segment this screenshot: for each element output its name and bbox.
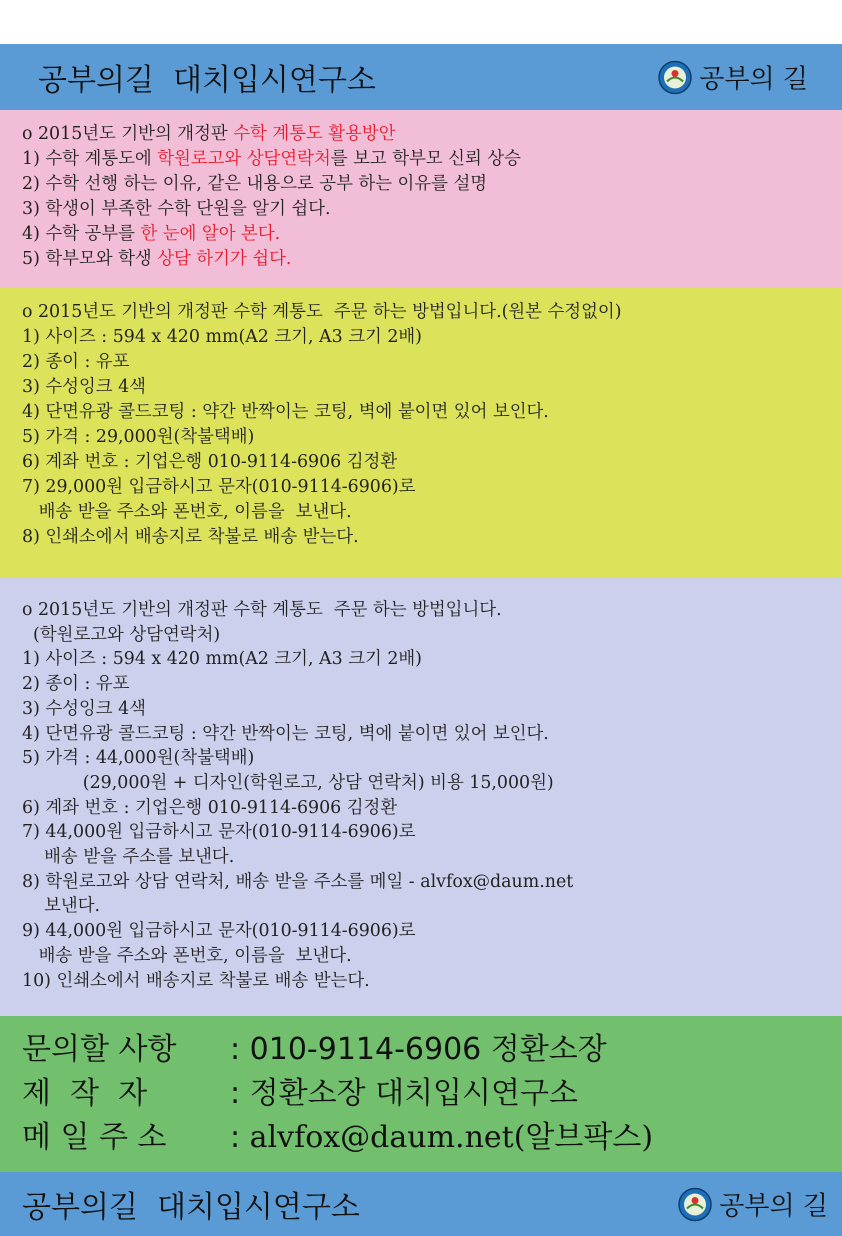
order-original-line: 4) 단면유광 콜드코팅 : 약간 반짝이는 코팅, 벽에 붙이면 있어 보인다. [22, 402, 549, 422]
line-text: 를 보고 학부모 신뢰 상승 [330, 149, 521, 169]
order-custom-list [22, 598, 834, 993]
highlight-text: 학원로고와 상담연락처 [157, 149, 331, 169]
contact-email-row [22, 1116, 834, 1160]
order-original-list [22, 300, 834, 550]
logo-icon [657, 59, 693, 95]
line-text: o 2015년도 기반의 개정판 [22, 124, 234, 144]
order-custom-line: 4) 단면유광 콜드코팅 : 약간 반짝이는 코팅, 벽에 붙이면 있어 보인다. [22, 723, 549, 744]
highlight-text: 수학 계통도 활용방안 [233, 124, 396, 144]
inquiry-label: 문의할 사항 [22, 1032, 186, 1067]
highlight-text: 한 눈에 알아 본다. [140, 224, 281, 244]
order-original-line: 2) 종이 : 유포 [22, 352, 130, 372]
usage-line [22, 197, 834, 222]
footer-logo [677, 1186, 828, 1223]
order-custom-line: 7) 44,000원 입금하시고 문자(010-9114-6906)로 [22, 822, 416, 843]
order-custom-line: 3) 수성잉크 4색 [22, 698, 146, 719]
maker-label: 제 작 자 [22, 1076, 176, 1111]
highlight-text: 상담 하기가 쉽다. [157, 249, 292, 269]
order-custom-line: 8) 학원로고와 상담 연락처, 배송 받을 주소를 메일 - alvfox@daum.net [22, 871, 574, 892]
order-original-line: 6) 계좌 번호 : 기업은행 010-9114-6906 김정환 [22, 452, 398, 472]
usage-line [22, 247, 834, 272]
header-logo [657, 59, 808, 96]
footer-banner [0, 1172, 842, 1236]
maker-value: : 정환소장 대치입시연구소 [230, 1076, 578, 1111]
line-text: 2) 수학 선행 하는 이유, 같은 내용으로 공부 하는 이유를 설명 [22, 174, 488, 194]
header-banner [0, 44, 842, 110]
order-original-line: 배송 받을 주소와 폰번호, 이름을 보낸다. [22, 502, 352, 522]
email-value[interactable]: alvfox@daum.net(알브팍스) [249, 1120, 654, 1155]
footer-logo-text: 공부의 길 [719, 1191, 828, 1222]
order-original-line: 8) 인쇄소에서 배송지로 착불로 배송 받는다. [22, 527, 359, 547]
order-original-line: o 2015년도 기반의 개정판 수학 계통도 주문 하는 방법입니다.(원본 수정없이) [22, 302, 622, 322]
usage-list [22, 122, 834, 272]
inquiry-value: : 010-9114-6906 정환소장 [230, 1032, 607, 1067]
line-text: 4) 수학 공부를 [22, 224, 141, 244]
email-colon: : [230, 1120, 250, 1155]
email-label: 메 일 주 소 [22, 1120, 186, 1155]
order-original-line: 5) 가격 : 29,000원(착불택배) [22, 427, 255, 447]
contact-maker-row [22, 1072, 834, 1116]
order-custom-line: o 2015년도 기반의 개정판 수학 계통도 주문 하는 방법입니다. [22, 600, 502, 620]
line-text: 5) 학부모와 학생 [22, 249, 158, 269]
contact-inquiry-row [22, 1028, 834, 1072]
order-original-section [0, 288, 842, 578]
usage-line [22, 222, 834, 247]
footer-title: 공부의길 대치입시연구소 [22, 1190, 360, 1225]
order-original-line: 1) 사이즈 : 594 x 420 mm(A2 크기, A3 크기 2배) [22, 327, 422, 347]
order-custom-line: (29,000원 + 디자인(학원로고, 상담 연락처) 비용 15,000원) [22, 772, 554, 793]
usage-section [0, 110, 842, 288]
order-custom-line: (학원로고와 상담연락처) [22, 624, 221, 645]
header-logo-text: 공부의 길 [699, 64, 808, 95]
line-text: 1) 수학 계통도에 [22, 149, 158, 169]
order-custom-line: 9) 44,000원 입금하시고 문자(010-9114-6906)로 [22, 921, 416, 942]
order-custom-section [0, 578, 842, 1016]
usage-line [22, 147, 834, 172]
order-original-line: 3) 수성잉크 4색 [22, 377, 146, 397]
contact-list [22, 1028, 834, 1160]
logo-icon [677, 1186, 713, 1222]
usage-line [22, 122, 834, 147]
order-custom-line: 10) 인쇄소에서 배송지로 착불로 배송 받는다. [22, 970, 370, 991]
order-custom-line: 5) 가격 : 44,000원(착불택배) [22, 748, 255, 769]
line-text: 3) 학생이 부족한 수학 단원을 알기 쉽다. [22, 199, 331, 219]
order-custom-line: 1) 사이즈 : 594 x 420 mm(A2 크기, A3 크기 2배) [22, 649, 422, 670]
usage-line [22, 172, 834, 197]
order-custom-line: 배송 받을 주소를 보낸다. [22, 847, 235, 868]
order-custom-line: 배송 받을 주소와 폰번호, 이름을 보낸다. [22, 945, 352, 966]
order-custom-line: 6) 계좌 번호 : 기업은행 010-9114-6906 김정환 [22, 797, 398, 818]
order-custom-line: 2) 종이 : 유포 [22, 674, 130, 695]
order-original-line: 7) 29,000원 입금하시고 문자(010-9114-6906)로 [22, 477, 416, 497]
contact-section [0, 1016, 842, 1172]
header-title: 공부의길 대치입시연구소 [38, 63, 376, 98]
order-custom-line: 보낸다. [22, 896, 101, 917]
